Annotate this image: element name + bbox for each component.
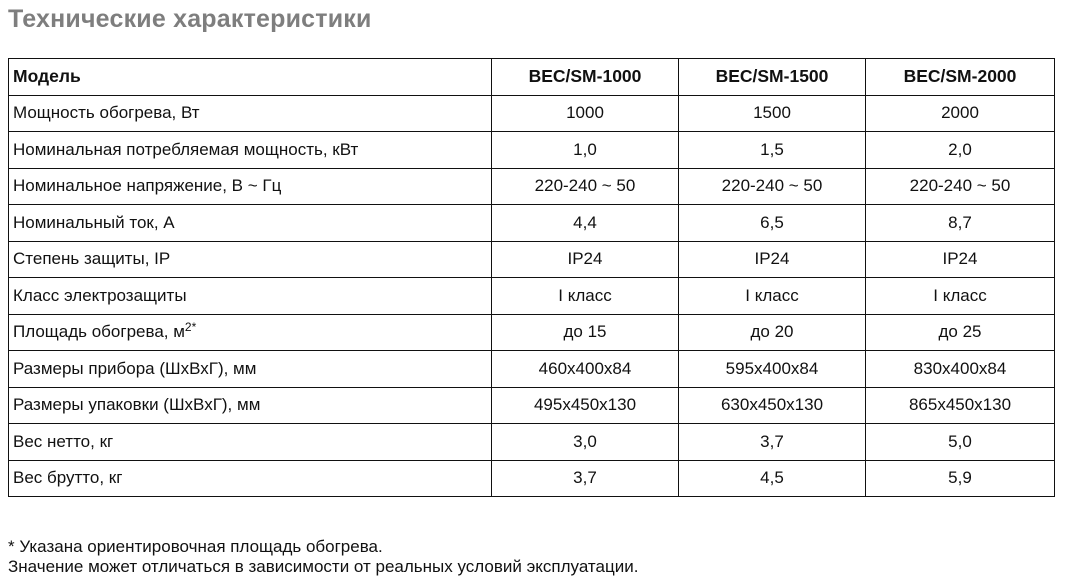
row-label: Класс электрозащиты — [9, 278, 492, 315]
cell-value: 1,5 — [679, 132, 866, 169]
row-label — [9, 314, 492, 351]
cell-value: 5,0 — [866, 424, 1055, 461]
cell-value: 630x450x130 — [679, 387, 866, 424]
page-title: Технические характеристики — [8, 5, 372, 33]
header-model-1000: BEC/SM-1000 — [492, 59, 679, 96]
cell-value: 3,7 — [492, 460, 679, 497]
cell-value: 220-240 ~ 50 — [679, 168, 866, 205]
row-label: Размеры прибора (ШхВхГ), мм — [9, 351, 492, 388]
table-header-row — [9, 59, 1055, 96]
cell-value: до 15 — [492, 314, 679, 351]
header-model-1500: BEC/SM-1500 — [679, 59, 866, 96]
cell-value: 2,0 — [866, 132, 1055, 169]
table-row — [9, 132, 1055, 169]
row-label: Номинальная потребляемая мощность, кВт — [9, 132, 492, 169]
cell-value: 1000 — [492, 95, 679, 132]
specs-table — [8, 58, 1055, 497]
cell-value: IP24 — [866, 241, 1055, 278]
cell-value: 1500 — [679, 95, 866, 132]
cell-value: 865x450x130 — [866, 387, 1055, 424]
table-row — [9, 168, 1055, 205]
cell-value: 3,0 — [492, 424, 679, 461]
table-row — [9, 241, 1055, 278]
cell-value: 220-240 ~ 50 — [866, 168, 1055, 205]
row-label-text: Площадь обогрева, м — [13, 322, 185, 342]
header-model-2000: BEC/SM-2000 — [866, 59, 1055, 96]
row-label: Вес брутто, кг — [9, 460, 492, 497]
cell-value: 4,5 — [679, 460, 866, 497]
table-row — [9, 278, 1055, 315]
cell-value: IP24 — [492, 241, 679, 278]
row-label: Вес нетто, кг — [9, 424, 492, 461]
cell-value: 220-240 ~ 50 — [492, 168, 679, 205]
row-label-superscript: 2* — [184, 320, 197, 335]
cell-value: 6,5 — [679, 205, 866, 242]
cell-value: 5,9 — [866, 460, 1055, 497]
cell-value: 1,0 — [492, 132, 679, 169]
header-model-label: Модель — [9, 59, 492, 96]
table-row — [9, 460, 1055, 497]
footnote-line-2: Значение может отличаться в зависимости от реальных условий эксплуатации. — [8, 557, 639, 576]
table-row — [9, 351, 1055, 388]
row-label: Номинальное напряжение, В ~ Гц — [9, 168, 492, 205]
cell-value: I класс — [866, 278, 1055, 315]
table-row — [9, 424, 1055, 461]
cell-value: до 25 — [866, 314, 1055, 351]
row-label: Номинальный ток, А — [9, 205, 492, 242]
cell-value: до 20 — [679, 314, 866, 351]
row-label: Мощность обогрева, Вт — [9, 95, 492, 132]
cell-value: I класс — [679, 278, 866, 315]
table-row — [9, 314, 1055, 351]
row-label: Степень защиты, IP — [9, 241, 492, 278]
table-row — [9, 205, 1055, 242]
row-label: Размеры упаковки (ШхВхГ), мм — [9, 387, 492, 424]
cell-value: 595x400x84 — [679, 351, 866, 388]
cell-value: I класс — [492, 278, 679, 315]
cell-value: 460x400x84 — [492, 351, 679, 388]
footnote-line-1: * Указана ориентировочная площадь обогрева. — [8, 537, 383, 556]
cell-value: 2000 — [866, 95, 1055, 132]
cell-value: 4,4 — [492, 205, 679, 242]
cell-value: 3,7 — [679, 424, 866, 461]
cell-value: IP24 — [679, 241, 866, 278]
footnote — [8, 537, 638, 577]
cell-value: 830x400x84 — [866, 351, 1055, 388]
table-row — [9, 95, 1055, 132]
cell-value: 8,7 — [866, 205, 1055, 242]
cell-value: 495x450x130 — [492, 387, 679, 424]
table-row — [9, 387, 1055, 424]
